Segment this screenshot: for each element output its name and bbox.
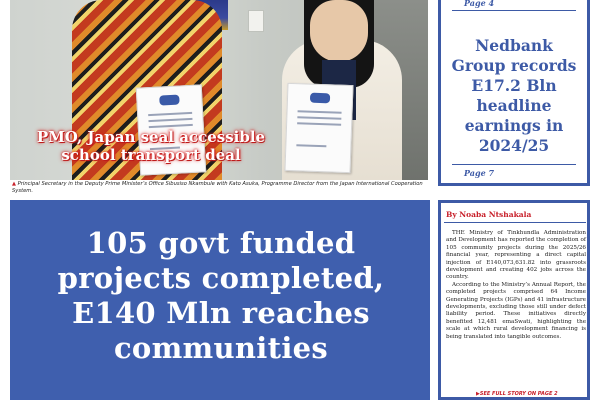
divider xyxy=(452,10,576,11)
divider xyxy=(444,222,586,223)
caption-triangle-icon: ▲ xyxy=(12,181,16,187)
photo-headline-line1: PMO, Japan seal accessible xyxy=(36,128,266,146)
page-ref-top: Page 4 xyxy=(464,0,495,8)
page-ref-bottom: Page 7 xyxy=(464,168,495,178)
signed-document-right xyxy=(284,83,353,173)
article-paragraph: According to the Ministry’s Annual Report, the completed projects comprised 64 Income Generating Projects (IGPs) and 41 infrastructure developments, excluding those still under defect liability period. These initiatives directly benefited 12,481 emaSwati, highlighting the scale at which rural development financing is being translated into tangible outcomes. xyxy=(446,281,586,340)
photo-headline-line2: school transport deal xyxy=(61,146,241,164)
byline: By Noaba Ntshakala xyxy=(446,210,532,219)
divider xyxy=(452,164,576,165)
crest-icon xyxy=(159,95,179,106)
wall-switch xyxy=(248,10,264,32)
photo-caption xyxy=(12,181,426,195)
person-right-head xyxy=(310,0,368,62)
article-body xyxy=(446,230,586,341)
promo-headline[interactable]: Nedbank Group records E17.2 Bln headline earnings in 2024/25 xyxy=(451,36,577,155)
article-paragraph: THE Ministry of Tinkhundla Administration and Development has reported the completion of 105 community projects during the 2025/26 financial year, representing a direct capital injection of E140,073,631.82 into grassroots development and creating 402 jobs across the country. xyxy=(446,230,586,281)
see-full-story-link[interactable]: ▶SEE FULL STORY ON PAGE 2 xyxy=(476,391,558,397)
lead-headline[interactable]: 105 govt funded projects completed, E140 Mln reaches communities xyxy=(57,226,385,365)
crest-icon xyxy=(310,93,330,104)
triangle-icon: ▶ xyxy=(476,391,480,397)
caption-text: Principal Secretary in the Deputy Prime Minister’s Office Sibusiso Nkambule with Kato Asuka, Programme Director from the Japan International Cooperation System. xyxy=(12,181,423,194)
photo-headline[interactable] xyxy=(16,128,286,164)
